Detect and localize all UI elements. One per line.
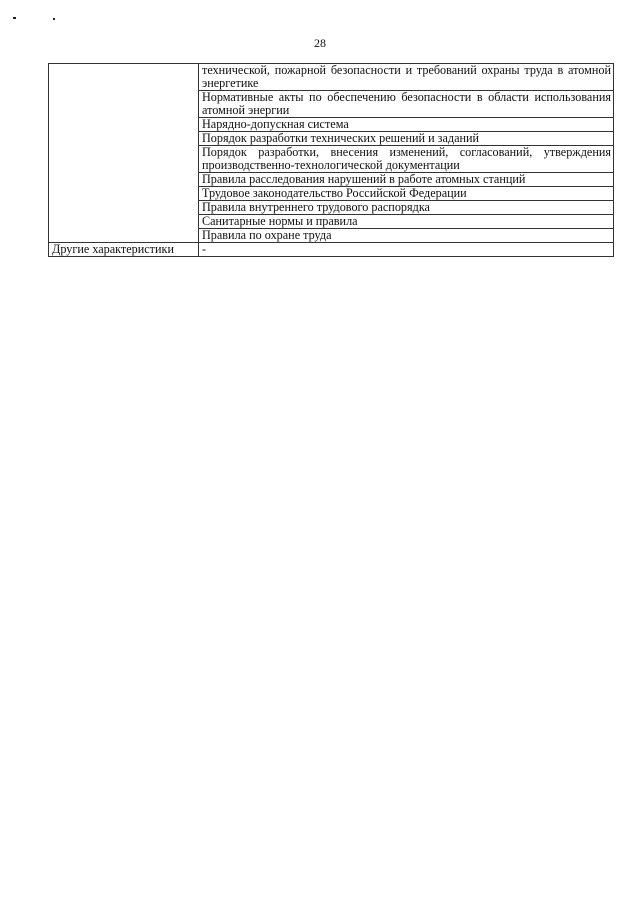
table-cell: Правила внутреннего трудового распорядка xyxy=(199,201,614,215)
table-cell: Нормативные акты по обеспечению безопасности в области использования атомной энергии xyxy=(199,91,614,118)
table-cell: Санитарные нормы и правила xyxy=(199,215,614,229)
table-cell: Правила расследования нарушений в работе атомных станций xyxy=(199,173,614,187)
table-cell: Трудовое законодательство Российской Федерации xyxy=(199,187,614,201)
other-characteristics-value: - xyxy=(199,243,614,257)
table-row xyxy=(49,64,614,91)
scan-artifact-dot xyxy=(53,18,55,20)
table-cell: Порядок разработки технических решений и заданий xyxy=(199,132,614,146)
table-cell: Правила по охране труда xyxy=(199,229,614,243)
other-characteristics-label: Другие характеристики xyxy=(49,243,199,257)
table-cell: Порядок разработки, внесения изменений, согласований, утверждения производственно-технологической документации xyxy=(199,146,614,173)
knowledge-requirements-table xyxy=(48,63,614,257)
page-number: 28 xyxy=(314,36,326,50)
table-cell: технической, пожарной безопасности и требований охраны труда в атомной энергетике xyxy=(199,64,614,91)
empty-left-cell xyxy=(49,64,199,243)
table-cell: Нарядно-допускная система xyxy=(199,118,614,132)
scan-artifact-dot xyxy=(13,17,16,19)
table-row-other-characteristics xyxy=(49,243,614,257)
